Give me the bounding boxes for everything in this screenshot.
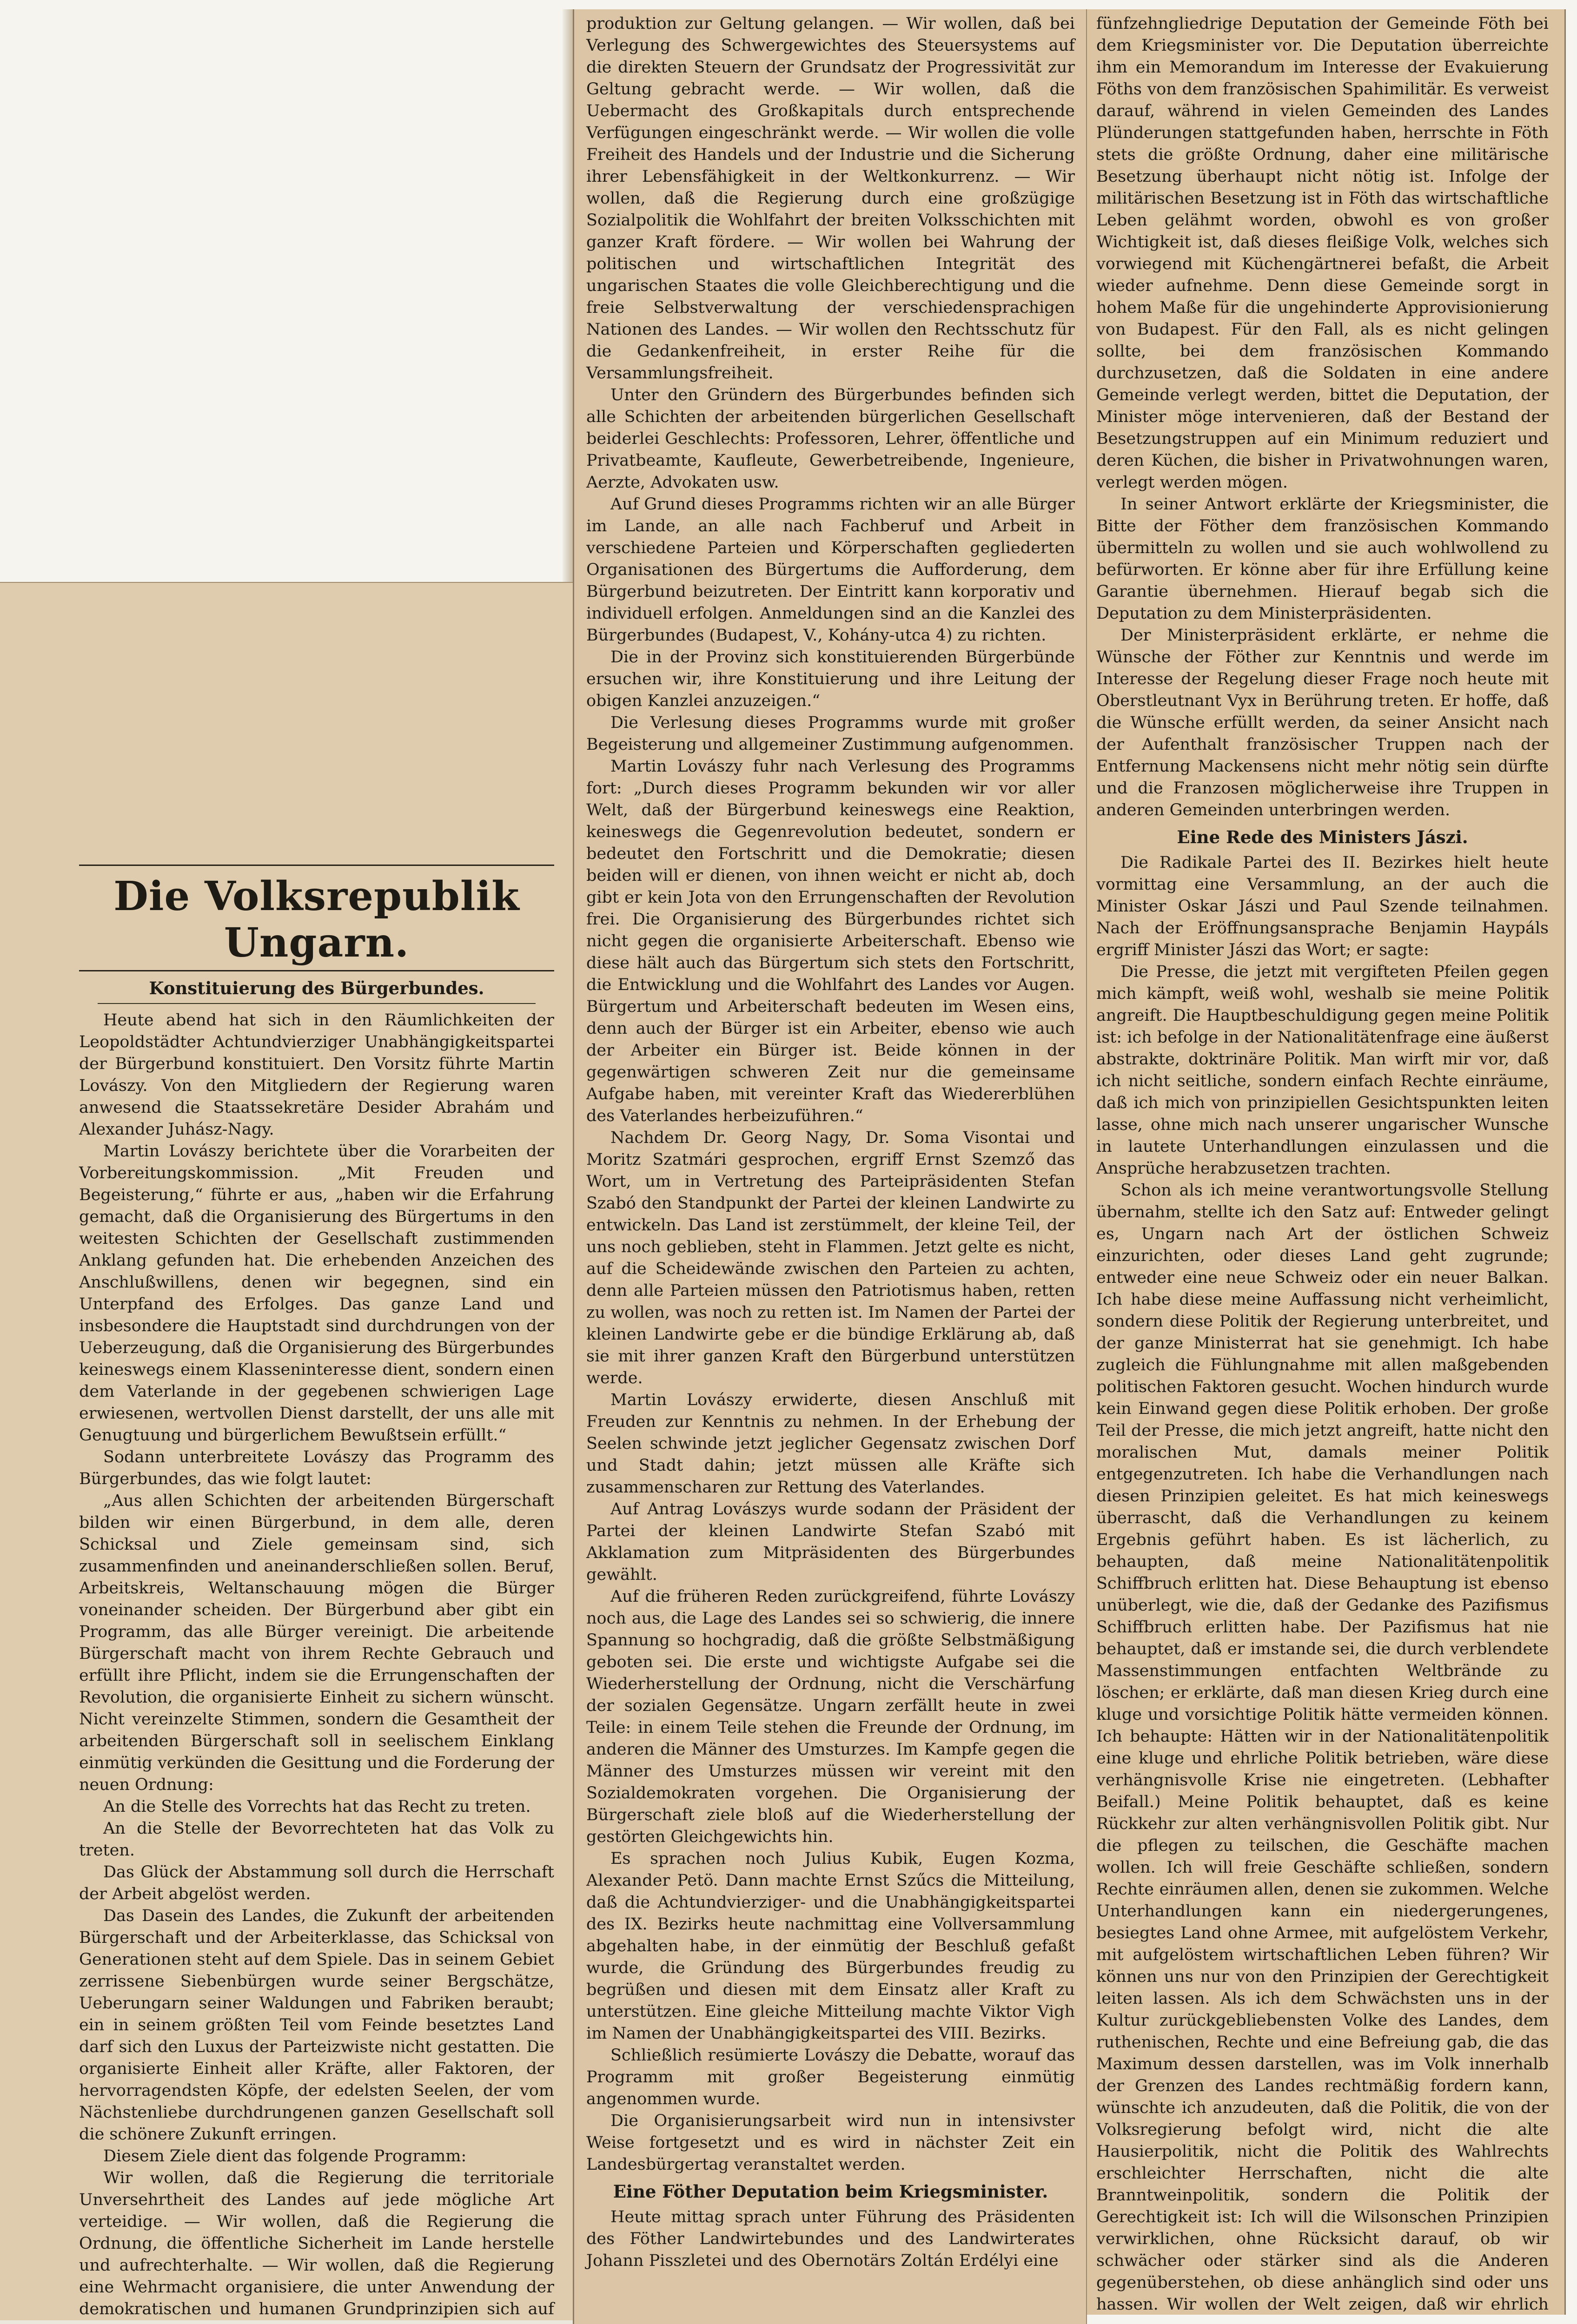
paragraph: In seiner Antwort erklärte der Kriegsminister, die Bitte der Föther dem französischen Kommando übermitteln zu wollen und sie auch wohlwollend zu befürworten. Er könne aber für ihre Erfüllung keine Garantie übernehmen. Hierauf begab sich die Deputation zu dem Ministerpräsidenten. [1096, 495, 1549, 623]
paragraph: Heute mittag sprach unter Führung des Präsidenten des Föther Landwirtebundes und des Landwirterates Johann Pisszletei und des Obernotärs Zoltán Erdélyi eine [586, 2208, 1075, 2270]
paragraph: Sodann unterbreitete Lovászy das Programm des Bürgerbundes, das wie folgt lautet: [79, 1448, 554, 1488]
paragraph: Die Verlesung dieses Programms wurde mit großer Begeisterung und allgemeiner Zustimmung aufgenommen. [586, 713, 1075, 754]
paragraph: An die Stelle des Vorrechts hat das Recht zu treten. [103, 1797, 531, 1816]
headline-top-rule [79, 865, 554, 866]
paragraph: Die Presse, die jetzt mit vergifteten Pfeilen gegen mich kämpft, weiß wohl, weshalb sie meine Politik angreift. Die Hauptbeschuldigung gegen meine Politik ist: ich befolge in der Nationalitätenfrage eine äußerst abstrakte, doktrinäre Politik. Man wirft mir vor, daß ich nicht seitliche, sondern einfach Rechte einräume, daß ich mich von prinzipiellen Gesichtspunkten leiten lasse, ohne mich nach unserer ungarischer Wunsche in lautete Unterhandlungen einzulassen und die Ansprüche herabzusetzen trachten. [1096, 963, 1549, 1178]
paragraph: An die Stelle der Bevorrechteten hat das Volk zu treten. [79, 1819, 554, 1860]
right-clipping [1087, 9, 1566, 2315]
clipping-shadow [563, 9, 573, 582]
paragraph: Es sprachen noch Julius Kubik, Eugen Kozma, Alexander Petö. Dann machte Ernst Szűcs die Mitteilung, daß die Achtundvierziger- und die Unabhängigkeitspartei des IX. Bezirks heute nachmittag eine Vollversammlung abgehalten habe, in der einmütig der Beschluß gefaßt wurde, die Gründung des Bürgerbundes freudig zu begrüßen und diesen mit dem Einsatz aller Kraft zu unterstützen. Eine gleiche Mitteilung machte Viktor Vigh im Namen der Unabhängigkeitspartei des VIII. Bezirks. [586, 1849, 1075, 2043]
scan-backing [0, 2320, 573, 2324]
paragraph: Martin Lovászy erwiderte, diesen Anschluß mit Freuden zur Kenntnis zu nehmen. In der Erhebung der Seelen schwinde jetzt jeglicher Gegensatz zwischen Dorf und Stadt dahin; jetzt müssen alle Kräfte sich zusammenscharen zur Rettung des Vaterlandes. [586, 1391, 1075, 1497]
paragraph: Das Dasein des Landes, die Zukunft der arbeitenden Bürgerschaft und der Arbeiterklasse, das Schicksal von Generationen steht auf dem Spiele. Das in seinem Gebiet zerrissene Siebenbürgen wurde seiner Bergschätze, Ueberungarn seiner Waldungen und Fabriken beraubt; ein in seinem größten Teil vom Feinde besetztes Land darf sich den Luxus der Parteizwiste nicht gestatten. Die organisierte Einheit aller Kräfte, aller Faktoren, der hervorragendsten Köpfe, der edelsten Seelen, der vom Nächstenliebe durchdrungenen ganzen Gesellschaft soll die schönere Zukunft erringen. [79, 1907, 554, 2144]
paragraph: Schon als ich meine verantwortungsvolle Stellung übernahm, stellte ich den Satz auf: Entweder gelingt es, Ungarn nach Art der östlichen Schweiz einzurichten, oder dieses Land geht zugrunde; entweder eine neue Schweiz oder ein neuer Balkan. Ich habe diese meine Auffassung nicht verheimlicht, sondern diese Politik der Regierung unterbreitet, und der ganze Ministerrat hat sie genehmigt. Ich habe zugleich die Fühlungnahme mit allen maßgebenden politischen Faktoren gesucht. Wochen hindurch wurde kein Einwand gegen diese Politik erhoben. Der große Teil der Presse, die mich jetzt angreift, hatte nicht den moralischen Mut, damals meiner Politik entgegenzutreten. Ich habe die Verhandlungen nach diesen Prinzipien geleitet. Es hat mich keineswegs überrascht, daß die Verhandlungen zu keinem Ergebnis geführt haben. Es ist lächerlich, zu behaupten, daß meine Nationalitätenpolitik Schiffbruch erlitten hat. Diese Behauptung ist ebenso unüberlegt, wie die, daß der Gedanke des Pazifismus Schiffbruch erlitten habe. Der Pazifismus hat nie behauptet, daß er imstande sei, die durch verblendete Massenstimmungen entfachten Weltbrände zu löschen; er erklärte, daß man diesen Krieg durch eine kluge und vorsichtige Politik hätte vermeiden können. Ich behaupte: Hätten wir in der Nationalitätenpolitik eine kluge und ehrliche Politik betrieben, wäre diese verhängnisvolle Krise nie eingetreten. (Lebhafter Beifall.) Meine Politik behauptet, daß es keine Rückkehr zur alten verhängnisvollen Politik gibt. Nur die pflegen zu teilschen, die Geschäfte machen wollen. Ich will freie Geschäfte schließen, sondern Rechte einräumen allen, denen sie zukommen. Welche Unterhandlungen kann ein niedergerungenes, besiegtes Land ohne Armee, mit aufgelöstem Verkehr, mit aufgelöstem wirtschaftlichen Leben führen? Wir können uns nur von den Prinzipien der Gerechtigkeit leiten lassen. Als ich dem Schwächsten uns in der Kultur zurückgebliebensten Volke des Landes, dem ruthenischen, Rechte und eine Befreiung gab, die das Maximum dessen darstellen, was im Volk innerhalb der Grenzen des Landes rechtmäßig fordern kann, wünschte ich anzudeuten, daß die Politik, die von der Volksregierung befolgt wird, nicht die alte Hausierpolitik, nicht die Politik des Wahlrechts erschleichter Herrschaften, nicht die alte Branntweinpolitik, sondern die Politik der Gerechtigkeit ist: Ich will die Wilsonschen Prinzipien verwirklichen, ohne Rücksicht darauf, ob wir schwächer oder stärker sind als die Anderen gegenüberstehen, ob diese anhänglich sind oder uns hassen. Wir wollen der Welt zeigen, daß wir ehrlich [1096, 1181, 1549, 2314]
paragraph: Das Glück der Abstammung soll durch die Herrschaft der Arbeit abgelöst werden. [79, 1863, 554, 1903]
paragraph: Unter den Gründern des Bürgerbundes befinden sich alle Schichten der arbeitenden bürgerlichen Gesellschaft beiderlei Geschlechts: Professoren, Lehrer, öffentliche und Privatbeamte, Kaufleute, Gewerbetreibende, Ingenieure, Aerzte, Advokaten usw. [586, 386, 1075, 492]
paragraph: Die in der Provinz sich konstituierenden Bürgerbünde ersuchen wir, ihre Konstituierung und ihre Leitung der obigen Kanzlei anzuzeigen.“ [586, 648, 1075, 710]
right-column [1096, 13, 1549, 2314]
paragraph: Der Ministerpräsident erklärte, er nehme die Wünsche der Föther zur Kenntnis und werde im Interesse der Regelung dieser Frage noch heute mit Oberstleutnant Vyx in Berührung treten. Er hoffe, daß die Wünsche erfüllt werden, da seiner Ansicht nach der Aufenthalt französischer Truppen nach der Entfernung Mackensens nicht mehr nötig sein dürfte und die Franzosen möglicherweise ihre Truppen in anderen Gemeinden unterbringen werden. [1096, 626, 1549, 819]
paragraph: Martin Lovászy berichtete über die Vorarbeiten der Vorbereitungskommission. „Mit Freuden und Begeisterung,“ führte er aus, „haben wir die Erfahrung gemacht, daß die Organisierung des Bürgertums in den weitesten Schichten der Gesellschaft zustimmenden Anklang gefunden hat. Die erhebenden Anzeichen des Anschlußwillens, denen wir begegnen, sind ein Unterpfand des Erfolges. Das ganze Land und insbesondere die Hauptstadt sind durchdrungen von der Ueberzeugung, daß die Organisierung des Bürgerbundes keineswegs einem Klasseninteresse dient, sondern einen dem Vaterlande in der gegebenen schwierigen Lage erwiesenen, wertvollen Dienst darstellt, der uns alle mit Genugtuung und bürgerlichem Bewußtsein erfüllt.“ [79, 1142, 554, 1445]
section-subhead: Eine Rede des Ministers Jászi. [1177, 827, 1468, 847]
paragraph: Die Organisierungsarbeit wird nun in intensivster Weise fortgesetzt und es wird in nächster Zeit ein Landesbürgertag veranstaltet werden. [586, 2112, 1075, 2174]
paragraph: fünfzehngliedrige Deputation der Gemeinde Föth bei dem Kriegsminister vor. Die Deputation überreichte ihm ein Memorandum im Interesse der Evakuierung Föths von dem französischen Spahimilitär. Es verweist darauf, während in vielen Gemeinden des Landes Plünderungen stattgefunden haben, herrschte in Föth stets die größte Ordnung, daher eine militärische Besetzung überhaupt nicht nötig ist. Infolge der militärischen Besetzung ist in Föth das wirtschaftliche Leben gelähmt worden, obwohl es von großer Wichtigkeit ist, daß dieses fleißige Volk, welches sich vorwiegend mit Küchengärtnerei befaßt, die Arbeit wieder aufnehme. Denn diese Gemeinde sorgt in hohem Maße für die ungehinderte Approvisionierung von Budapest. Für den Fall, als es nicht gelingen sollte, bei dem französischen Kommando durchzusetzen, daß die Soldaten in eine andere Gemeinde verlegt werden, bittet die Deputation, der Minister möge intervenieren, daß der Bestand der Besetzungstruppen auf ein Minimum reduziert und deren Küchen, die bisher in Privatwohnungen waren, verlegt werden mögen. [1096, 14, 1549, 492]
paragraph: Diesem Ziele dient das folgende Programm: [103, 2147, 467, 2166]
section-subhead: Eine Föther Deputation beim Kriegsminister. [613, 2181, 1048, 2202]
paragraph: Die Radikale Partei des II. Bezirkes hielt heute vormittag eine Versammlung, an der auch die Minister Oskar Jászi und Paul Szende teilnahmen. Nach der Eröffnungsansprache Benjamin Haypáls ergriff Minister Jászi das Wort; er sagte: [1096, 853, 1549, 959]
paragraph: Auf die früheren Reden zurückgreifend, führte Lovászy noch aus, die Lage des Landes sei so schwierig, die innere Spannung so hochgradig, daß die größte Selbstmäßigung geboten sei. Die erste und wichtigste Aufgabe sei die Wiederherstellung der Ordnung, nicht die Verschärfung der sozialen Gegensätze. Ungarn zerfällt heute in zwei Teile: in einem Teile stehen die Freunde der Ordnung, im anderen die Männer des Umsturzes. Im Kampfe gegen die Männer des Umsturzes müssen wir vereint mit den Sozialdemokraten vorgehen. Die Organisierung der Bürgerschaft ziele bloß auf die Wiederherstellung der gestörten Gleichgewichts hin. [586, 1587, 1075, 1846]
center-clipping [573, 9, 1087, 2324]
paragraph: Nachdem Dr. Georg Nagy, Dr. Soma Visontai und Moritz Szatmári gesprochen, ergriff Ernst Szemző das Wort, um in Vertretung des Parteipräsidenten Stefan Szabó den Standpunkt der Partei der kleinen Landwirte zu entwickeln. Das Land ist zerstümmelt, der kleine Teil, der uns noch geblieben, steht in Flammen. Jetzt gelte es nicht, auf die Scheidewände zwischen den Parteien zu achten, denn alle Parteien müssen den Patriotismus haben, retten zu wollen, was noch zu retten ist. Im Namen der Partei der kleinen Landwirte gebe er die bündige Erklärung ab, daß sie mit ihrer ganzen Kraft den Bürgerbund unterstützen werde. [586, 1129, 1075, 1387]
paragraph: Martin Lovászy fuhr nach Verlesung des Programms fort: „Durch dieses Programm bekunden wir vor aller Welt, daß der Bürgerbund keineswegs eine Reaktion, keineswegs die Gegenrevolution bedeutet, sondern er bedeutet den Fortschritt und die Demokratie; diesen beiden will er dienen, von ihnen weicht er nicht ab, doch gibt er kein Jota von den Errungenschaften der Revolution frei. Die Organisierung des Bürgerbundes richtet sich nicht gegen die organisierte Arbeiterschaft. Ebenso wie diese hält auch das Bürgertum sich stets den Fortschritt, die Entwicklung und die Wohlfahrt des Landes vor Augen. Bürgertum und Arbeiterschaft bedeuten im Wesen eins, denn auch der Bürger ist ein Arbeiter, ebenso wie auch der Arbeiter ein Bürger ist. Beide können in der gegenwärtigen schweren Zeit nur die gemeinsame Aufgabe haben, mit vereinter Kraft das Wiedererblühen des Vaterlandes herbeizuführen.“ [586, 757, 1075, 1125]
paragraph: Auf Antrag Lovászys wurde sodann der Präsident der Partei der kleinen Landwirte Stefan Szabó mit Akklamation zum Mitpräsidenten des Bürgerbundes gewählt. [586, 1500, 1075, 1584]
paragraph: Schließlich resümierte Lovászy die Debatte, worauf das Programm mit großer Begeisterung einmütig angenommen wurde. [586, 2046, 1075, 2108]
center-column [586, 13, 1075, 2324]
left-clipping [0, 582, 573, 2320]
headline-bottom-rule [79, 970, 554, 971]
paragraph: Heute abend hat sich in den Räumlichkeiten der Leopoldstädter Achtundvierziger Unabhängigkeitspartei der Bürgerbund konstituiert. Den Vorsitz führte Martin Lovászy. Von den Mitgliedern der Regierung waren anwesend die Staatssekretäre Desider Abrahám und Alexander Juhász-Nagy. [79, 1011, 554, 1139]
article-headline: Die Volksrepublik Ungarn. [113, 873, 520, 966]
section-divider [98, 1003, 536, 1004]
paragraph: „Aus allen Schichten der arbeitenden Bürgerschaft bilden wir einen Bürgerbund, in dem alle, deren Schicksal und Ziele gemeinsam sind, sich zusammenfinden und aneinanderschließen sollen. Beruf, Arbeitskreis, Weltanschauung mögen die Bürger voneinander scheiden. Der Bürgerbund aber gibt ein Programm, das alle Bürger vereinigt. Die arbeitende Bürgerschaft macht von ihrem Rechte Gebrauch und erfüllt ihre Pflicht, indem sie die Errungenschaften der Revolution, die organisierte Einheit zu sichern wünscht. Nicht vereinzelte Stimmen, sondern die Gesamtheit der arbeitenden Bürgerschaft soll in seelischem Einklang einmütig verkünden die Gesittung und die Forderung der neuen Ordnung: [79, 1492, 554, 1794]
paragraph: produktion zur Geltung gelangen. — Wir wollen, daß bei Verlegung des Schwergewichtes des Steuersystems auf die direkten Steuern der Grundsatz der Progressivität zur Geltung gebracht werde. — Wir wollen, daß die Uebermacht des Großkapitals durch entsprechende Verfügungen eingeschränkt werde. — Wir wollen die volle Freiheit des Handels und der Industrie und die Sicherung ihrer Lebensfähigkeit in der Weltkonkurrenz. — Wir wollen, daß die Regierung durch eine großzügige Sozialpolitik die Wohlfahrt der breiten Volksschichten mit ganzer Kraft fördere. — Wir wollen bei Wahrung der politischen und wirtschaftlichen Integrität des ungarischen Staates die volle Gleichberechtigung und die freie Selbstverwaltung der verschiedensprachigen Nationen des Landes. — Wir wollen den Rechtsschutz für die Gedankenfreiheit, in erster Reihe für die Versammlungsfreiheit. [586, 14, 1075, 383]
left-column [79, 862, 554, 2318]
paragraph: Auf Grund dieses Programms richten wir an alle Bürger im Lande, an alle nach Fachberuf und Arbeit in verschiedene Parteien und Körperschaften gegliederten Organisationen des Bürgertums die Aufforderung, dem Bürgerbund beizutreten. Der Eintritt kann korporativ und individuell erfolgen. Anmeldungen sind an die Kanzlei des Bürgerbundes (Budapest, V., Kohány-utca 4) zu richten. [586, 495, 1075, 645]
section-subhead: Konstituierung des Bürgerbundes. [149, 978, 484, 998]
paragraph: Wir wollen, daß die Regierung die territoriale Unversehrtheit des Landes auf jede mögliche Art verteidige. — Wir wollen, daß die Regierung die Ordnung, die öffentliche Sicherheit im Lande herstelle und aufrechterhalte. — Wir wollen, daß die Regierung eine Wehrmacht organisiere, die unter Anwendung der demokratischen und humanen Grundprinzipien sich auf [79, 2169, 554, 2318]
